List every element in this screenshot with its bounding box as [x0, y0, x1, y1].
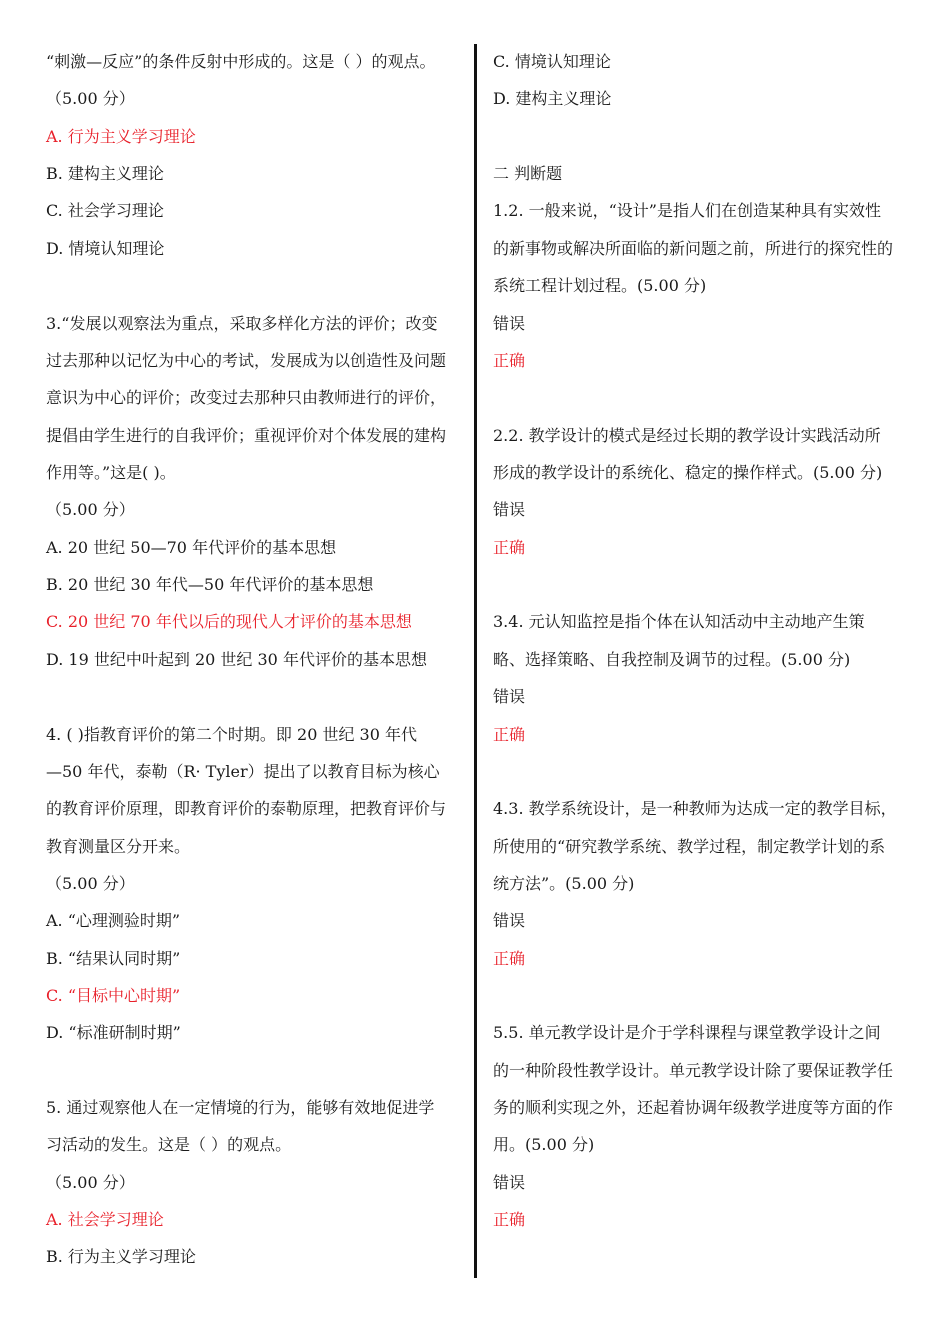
text-line: （5.00 分）: [46, 89, 135, 108]
text-line: 的教育评价原理，即教育评价的泰勒原理，把教育评价与: [46, 799, 447, 818]
correct-answer-line: A. 社会学习理论: [46, 1210, 164, 1229]
text-line: 3.“发展以观察法为重点，采取多样化方法的评价；改变: [46, 314, 438, 333]
correct-answer-line: 正确: [493, 949, 526, 968]
text-line: 2.2. 教学设计的模式是经过长期的教学设计实践活动所: [493, 426, 881, 445]
correct-answer-line: 正确: [493, 1210, 526, 1229]
correct-answer-line: C. 20 世纪 70 年代以后的现代人才评价的基本思想: [46, 612, 412, 631]
text-line: 教育测量区分开来。: [46, 837, 191, 856]
correct-answer-line: A. 行为主义学习理论: [46, 127, 196, 146]
text-line: 略、选择策略、自我控制及调节的过程。(5.00 分): [493, 650, 851, 669]
text-line: C. 社会学习理论: [46, 201, 164, 220]
text-line: B. 建构主义理论: [46, 164, 164, 183]
text-line: 3.4. 元认知监控是指个体在认知活动中主动地产生策: [493, 612, 865, 631]
text-line: 习活动的发生。这是（ ）的观点。: [46, 1135, 292, 1154]
text-line: 作用等。”这是( )。: [46, 463, 176, 482]
text-line: D. 情境认知理论: [46, 239, 165, 258]
text-line: 1.2. 一般来说，“设计”是指人们在创造某种具有实效性: [493, 201, 881, 220]
text-line: D. “标准研制时期”: [46, 1023, 181, 1042]
text-line: 错误: [493, 687, 526, 706]
text-line: B. 行为主义学习理论: [46, 1247, 196, 1266]
correct-answer-line: C. “目标中心时期”: [46, 986, 181, 1005]
text-line: 系统工程计划过程。(5.00 分): [493, 276, 707, 295]
text-line: （5.00 分）: [46, 500, 135, 519]
text-line: B. 20 世纪 30 年代—50 年代评价的基本思想: [46, 575, 374, 594]
text-line: 4.3. 教学系统设计，是一种教师为达成一定的教学目标，: [493, 799, 897, 818]
text-line: 用。(5.00 分): [493, 1135, 595, 1154]
text-line: 务的顺利实现之外，还起着协调年级教学进度等方面的作: [493, 1098, 894, 1117]
text-line: 所使用的“研究教学系统、教学过程，制定教学计划的系: [493, 837, 886, 856]
text-line: D. 19 世纪中叶起到 20 世纪 30 年代评价的基本思想: [46, 650, 427, 669]
text-line: A. 20 世纪 50—70 年代评价的基本思想: [46, 538, 337, 557]
text-line: 5. 通过观察他人在一定情境的行为，能够有效地促进学: [46, 1098, 435, 1117]
text-line: 的新事物或解决所面临的新问题之前，所进行的探究性的: [493, 239, 894, 258]
text-line: 的一种阶段性教学设计。单元教学设计除了要保证教学任: [493, 1061, 894, 1080]
text-line: 提倡由学生进行的自我评价；重视评价对个体发展的建构: [46, 426, 447, 445]
text-line: 错误: [493, 314, 526, 333]
text-line: （5.00 分）: [46, 874, 135, 893]
text-line: 4. ( )指教育评价的第二个时期。即 20 世纪 30 年代: [46, 725, 417, 744]
text-line: 形成的教学设计的系统化、稳定的操作样式。(5.00 分): [493, 463, 883, 482]
text-line: D. 建构主义理论: [493, 89, 612, 108]
text-line: 意识为中心的评价；改变过去那种只由教师进行的评价，: [46, 388, 447, 407]
column-divider: [474, 44, 477, 1278]
correct-answer-line: 正确: [493, 538, 526, 557]
text-line: 二 判断题: [493, 164, 563, 183]
text-line: —50 年代，泰勒（R· Tyler）提出了以教育目标为核心: [46, 762, 440, 781]
text-line: 错误: [493, 500, 526, 519]
text-line: 错误: [493, 911, 526, 930]
text-line: C. 情境认知理论: [493, 52, 611, 71]
correct-answer-line: 正确: [493, 351, 526, 370]
correct-answer-line: 正确: [493, 725, 526, 744]
text-line: 错误: [493, 1173, 526, 1192]
text-line: “刺激—反应”的条件反射中形成的。这是（ ）的观点。: [46, 52, 436, 71]
text-line: A. “心理测验时期”: [46, 911, 181, 930]
text-line: 统方法”。(5.00 分): [493, 874, 635, 893]
text-line: B. “结果认同时期”: [46, 949, 181, 968]
text-line: （5.00 分）: [46, 1173, 135, 1192]
text-line: 5.5. 单元教学设计是介于学科课程与课堂教学设计之间: [493, 1023, 881, 1042]
text-line: 过去那种以记忆为中心的考试，发展成为以创造性及问题: [46, 351, 447, 370]
